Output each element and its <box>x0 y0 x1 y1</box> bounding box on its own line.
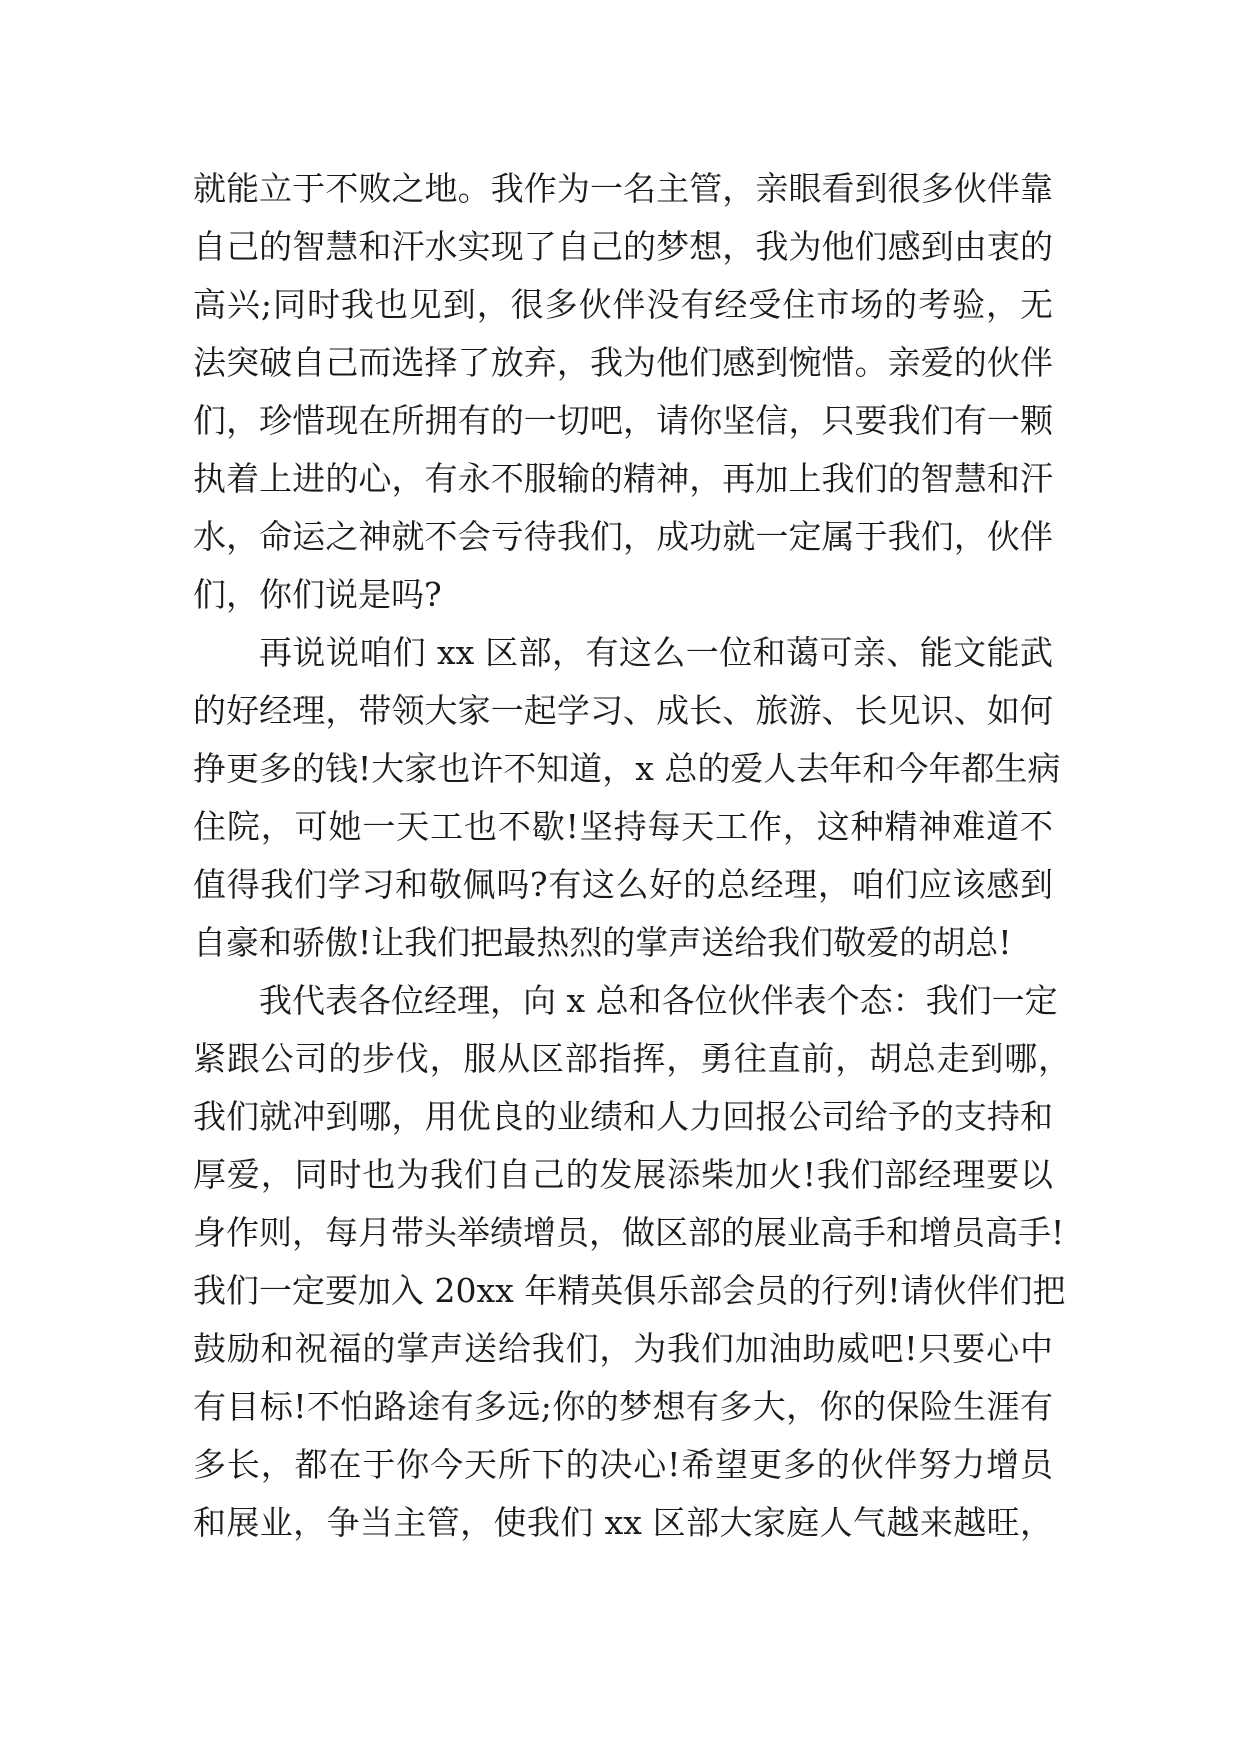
text-line: 紧跟公司的步伐，服从区部指挥，勇往直前，胡总走到哪， <box>193 1039 1071 1078</box>
text-line: 执着上进的心，有永不服输的精神，再加上我们的智慧和汗 <box>193 459 1053 498</box>
text-line: 多长，都在于你今天所下的决心!希望更多的伙伴努力增员 <box>193 1445 1053 1484</box>
text-line: 住院，可她一天工也不歇!坚持每天工作，这种精神难道不 <box>193 807 1053 846</box>
paragraph-first-line: 再说说咱们 xx 区部，有这么一位和蔼可亲、能文能武 <box>259 633 1053 672</box>
text-line: 法突破自己而选择了放弃，我为他们感到惋惜。亲爱的伙伴 <box>193 343 1053 382</box>
text-line: 的好经理，带领大家一起学习、成长、旅游、长见识、如何 <box>193 691 1053 730</box>
text-line: 们，珍惜现在所拥有的一切吧，请你坚信，只要我们有一颗 <box>193 401 1053 440</box>
text-line: 高兴;同时我也见到，很多伙伴没有经受住市场的考验，无 <box>193 285 1053 324</box>
text-line: 我们一定要加入 20xx 年精英俱乐部会员的行列!请伙伴们把 <box>193 1271 1066 1310</box>
text-line: 挣更多的钱!大家也许不知道，x 总的爱人去年和今年都生病 <box>193 749 1061 788</box>
body-text <box>193 160 1071 1552</box>
text-line: 们，你们说是吗? <box>193 575 442 614</box>
text-line: 厚爱，同时也为我们自己的发展添柴加火!我们部经理要以 <box>193 1155 1053 1194</box>
text-line: 身作则，每月带头举绩增员，做区部的展业高手和增员高手! <box>193 1213 1065 1252</box>
paragraph-first-line: 我代表各位经理，向 x 总和各位伙伴表个态：我们一定 <box>259 981 1058 1020</box>
text-line: 自己的智慧和汗水实现了自己的梦想，我为他们感到由衷的 <box>193 227 1053 266</box>
text-line: 值得我们学习和敬佩吗?有这么好的总经理，咱们应该感到 <box>193 865 1053 904</box>
text-line: 我们就冲到哪，用优良的业绩和人力回报公司给予的支持和 <box>193 1097 1053 1136</box>
text-line: 和展业，争当主管，使我们 xx 区部大家庭人气越来越旺， <box>193 1503 1053 1542</box>
text-line: 就能立于不败之地。我作为一名主管，亲眼看到很多伙伴靠 <box>193 169 1053 208</box>
text-line: 鼓励和祝福的掌声送给我们，为我们加油助威吧!只要心中 <box>193 1329 1053 1368</box>
text-line: 自豪和骄傲!让我们把最热烈的掌声送给我们敬爱的胡总! <box>193 923 1012 962</box>
text-line: 水，命运之神就不会亏待我们，成功就一定属于我们，伙伴 <box>193 517 1053 556</box>
text-line: 有目标!不怕路途有多远;你的梦想有多大，你的保险生涯有 <box>193 1387 1053 1426</box>
